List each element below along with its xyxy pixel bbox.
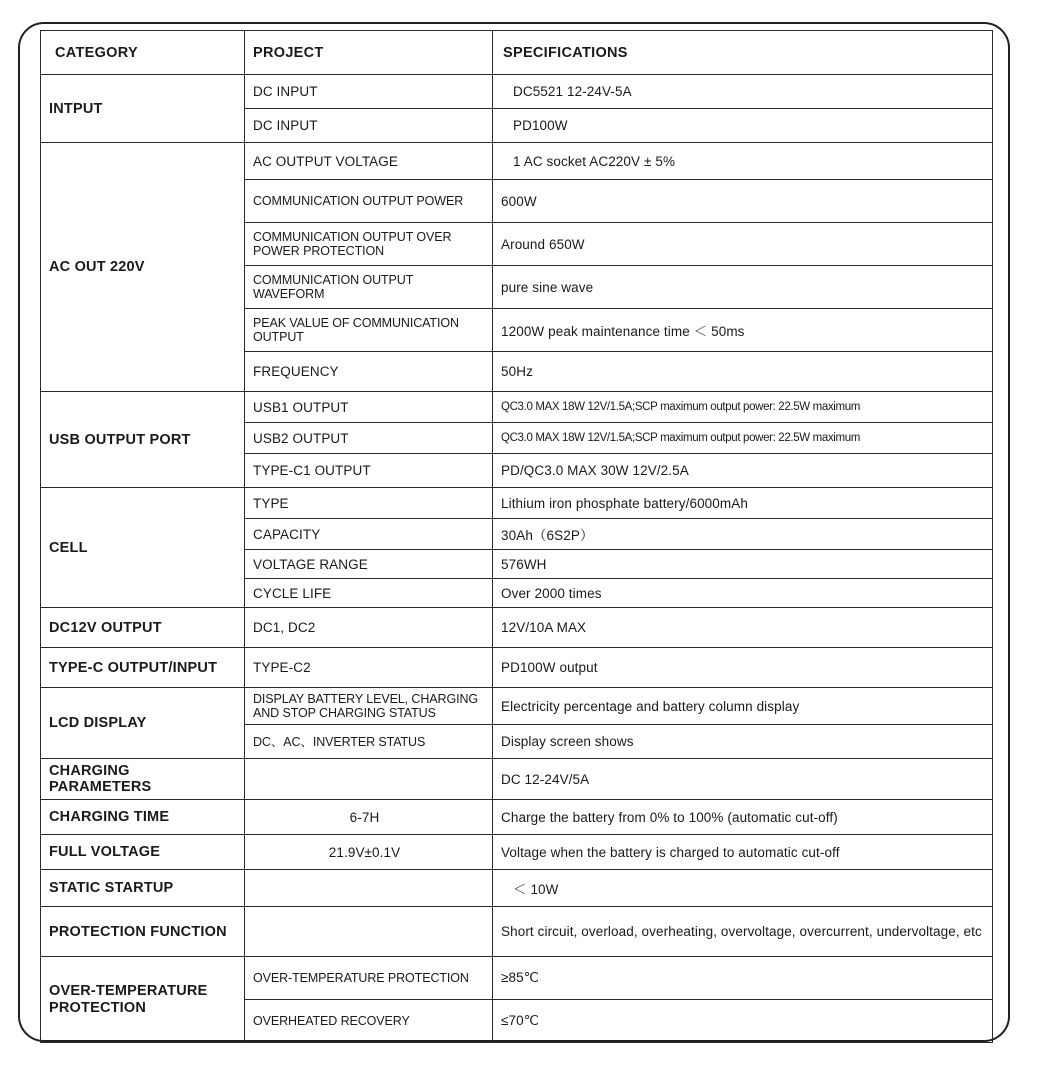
cell-project: CAPACITY [245, 519, 493, 550]
table-row [41, 907, 993, 957]
cell-project [245, 759, 493, 800]
cell-category: INTPUT [41, 75, 245, 143]
cell-spec: PD100W [493, 109, 993, 143]
cell-spec: Charge the battery from 0% to 100% (automatic cut-off) [493, 800, 993, 835]
specifications-table [40, 30, 993, 1043]
cell-category: STATIC STARTUP [41, 870, 245, 907]
header-category: CATEGORY [41, 31, 245, 75]
cell-spec: 1 AC socket AC220V ± 5% [493, 143, 993, 180]
cell-category: AC OUT 220V [41, 143, 245, 392]
cell-spec: Lithium iron phosphate battery/6000mAh [493, 488, 993, 519]
cell-spec: PD100W output [493, 648, 993, 688]
cell-spec: 50Hz [493, 352, 993, 392]
cell-project: AC OUTPUT VOLTAGE [245, 143, 493, 180]
table-row [41, 143, 993, 180]
cell-spec: PD/QC3.0 MAX 30W 12V/2.5A [493, 454, 993, 488]
table-row [41, 488, 993, 519]
header-specifications: SPECIFICATIONS [493, 31, 993, 75]
cell-spec: Display screen shows [493, 725, 993, 759]
table-header-row [41, 31, 993, 75]
cell-category: PROTECTION FUNCTION [41, 907, 245, 957]
cell-category: USB OUTPUT PORT [41, 392, 245, 488]
cell-project: 6-7H [245, 800, 493, 835]
table-row [41, 759, 993, 800]
table-row [41, 870, 993, 907]
table-row [41, 835, 993, 870]
header-project: PROJECT [245, 31, 493, 75]
cell-project: DISPLAY BATTERY LEVEL, CHARGING AND STOP CHARGING STATUS [245, 688, 493, 725]
cell-project [245, 907, 493, 957]
table-row [41, 688, 993, 725]
cell-spec: 576WH [493, 550, 993, 579]
cell-project: OVER-TEMPERATURE PROTECTION [245, 957, 493, 1000]
cell-project: DC1, DC2 [245, 608, 493, 648]
cell-project: 21.9V±0.1V [245, 835, 493, 870]
table-row [41, 648, 993, 688]
cell-spec: DC 12-24V/5A [493, 759, 993, 800]
cell-project: TYPE [245, 488, 493, 519]
cell-category: CHARGING PARAMETERS [41, 759, 245, 800]
table-row [41, 608, 993, 648]
cell-category: CHARGING TIME [41, 800, 245, 835]
cell-project: FREQUENCY [245, 352, 493, 392]
cell-project: COMMUNICATION OUTPUT OVER POWER PROTECTION [245, 223, 493, 266]
cell-project: COMMUNICATION OUTPUT POWER [245, 180, 493, 223]
cell-spec: 600W [493, 180, 993, 223]
cell-project: TYPE-C1 OUTPUT [245, 454, 493, 488]
cell-category: TYPE-C OUTPUT/INPUT [41, 648, 245, 688]
cell-project: USB1 OUTPUT [245, 392, 493, 423]
table-row [41, 957, 993, 1000]
cell-spec: QC3.0 MAX 18W 12V/1.5A;SCP maximum output power: 22.5W maximum [493, 423, 993, 454]
cell-spec: 30Ah（6S2P） [493, 519, 993, 550]
cell-spec: Short circuit, overload, overheating, overvoltage, overcurrent, undervoltage, etc [493, 907, 993, 957]
cell-project: DC、AC、INVERTER STATUS [245, 725, 493, 759]
cell-spec: 1200W peak maintenance time ＜ 50ms [493, 309, 993, 352]
cell-spec: Voltage when the battery is charged to automatic cut-off [493, 835, 993, 870]
cell-spec: QC3.0 MAX 18W 12V/1.5A;SCP maximum output power: 22.5W maximum [493, 392, 993, 423]
cell-category: DC12V OUTPUT [41, 608, 245, 648]
cell-category: CELL [41, 488, 245, 608]
cell-spec: ≤70℃ [493, 1000, 993, 1043]
cell-project: COMMUNICATION OUTPUT WAVEFORM [245, 266, 493, 309]
cell-spec: ＜ 10W [493, 870, 993, 907]
table-row [41, 800, 993, 835]
cell-spec: ≥85℃ [493, 957, 993, 1000]
cell-category: OVER-TEMPERATURE PROTECTION [41, 957, 245, 1043]
cell-project: DC INPUT [245, 109, 493, 143]
table-row [41, 75, 993, 109]
cell-project: TYPE-C2 [245, 648, 493, 688]
cell-project: PEAK VALUE OF COMMUNICATION OUTPUT [245, 309, 493, 352]
cell-spec: DC5521 12-24V-5A [493, 75, 993, 109]
cell-project: CYCLE LIFE [245, 579, 493, 608]
table-row [41, 392, 993, 423]
cell-project: OVERHEATED RECOVERY [245, 1000, 493, 1043]
cell-project: USB2 OUTPUT [245, 423, 493, 454]
cell-category: FULL VOLTAGE [41, 835, 245, 870]
cell-spec: 12V/10A MAX [493, 608, 993, 648]
cell-spec: Around 650W [493, 223, 993, 266]
cell-spec: Over 2000 times [493, 579, 993, 608]
cell-project: DC INPUT [245, 75, 493, 109]
cell-project [245, 870, 493, 907]
cell-spec: Electricity percentage and battery column display [493, 688, 993, 725]
cell-spec: pure sine wave [493, 266, 993, 309]
cell-project: VOLTAGE RANGE [245, 550, 493, 579]
cell-category: LCD DISPLAY [41, 688, 245, 759]
